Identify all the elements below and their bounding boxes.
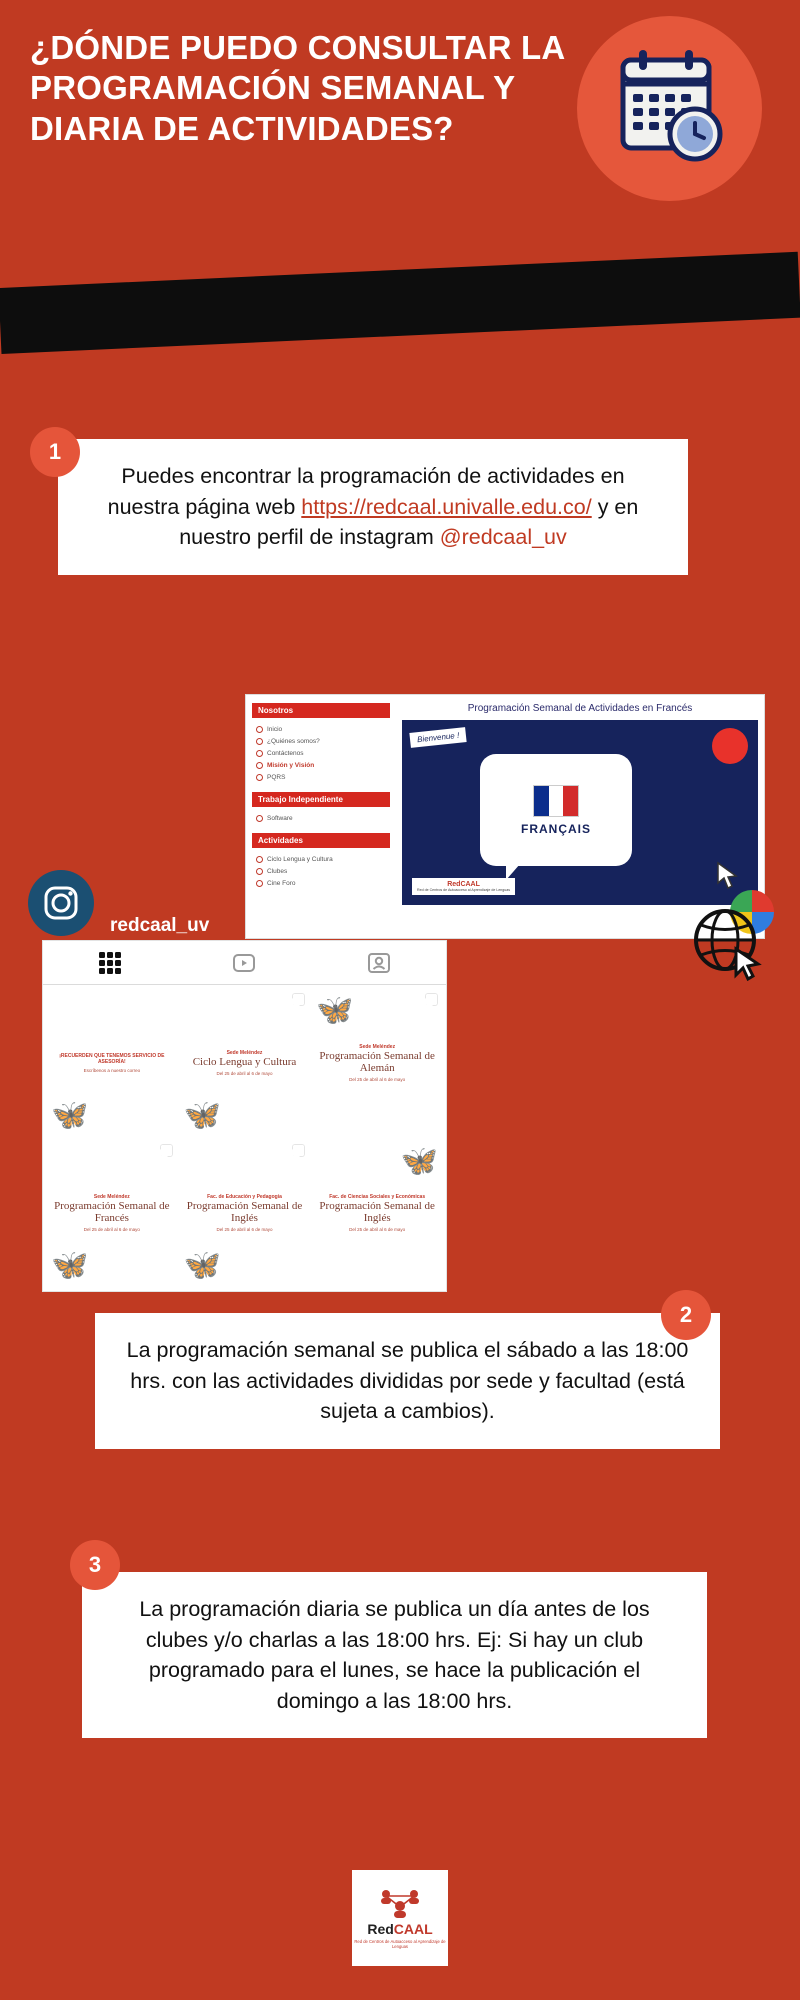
post-line2: Programación Semanal de Alemán	[319, 1049, 435, 1074]
ws-speech-bubble	[480, 754, 632, 866]
instagram-handle: redcaal_uv	[110, 915, 210, 936]
list-item[interactable]: 🦋 Sede Meléndez Programación Semanal de Francés Del 25 de abril al 6 de mayo	[47, 1140, 177, 1288]
ws-section-title-nosotros: Nosotros	[252, 703, 390, 718]
bullet-icon	[256, 774, 263, 781]
ws-nav-item[interactable]	[252, 877, 390, 889]
reels-icon	[232, 951, 256, 975]
ws-section-title-trabajo: Trabajo Independiente	[252, 792, 390, 807]
post-line2: Programación Semanal de Inglés	[186, 1200, 303, 1225]
ws-nav-label: Clubes	[267, 867, 288, 875]
ws-nav-item[interactable]	[252, 865, 390, 877]
post-line3: Del 25 de abril al 6 de mayo	[349, 1076, 406, 1082]
ws-redcaal-logo	[412, 878, 515, 895]
ws-nav-label: Cine Foro	[267, 879, 296, 887]
step-card-2: La programación semanal se publica el sábado a las 18:00 hrs. con las actividades divididas por sede y facultad (está sujeta a cambios).	[95, 1313, 720, 1449]
instagram-post-grid	[43, 985, 446, 1291]
bullet-icon	[256, 815, 263, 822]
ws-logo-subtitle: Red de Centros de Autoacceso al Aprendizaje de Lenguas	[417, 888, 511, 892]
post-line3: Del 25 de abril al 6 de mayo	[216, 1227, 273, 1233]
post-line1: ¡RECUERDEN QUE TENEMOS SERVICIO DE ASESORÍA!	[59, 1052, 165, 1065]
ws-nav-item[interactable]	[252, 853, 390, 865]
ws-nav-label: Ciclo Lengua y Cultura	[267, 855, 333, 863]
bullet-icon	[256, 726, 263, 733]
ws-nav-item[interactable]	[252, 723, 390, 735]
multi-post-icon	[161, 1145, 172, 1156]
post-line3: Del 25 de abril al 6 de mayo	[349, 1227, 406, 1233]
post-line1: Sede Meléndez	[226, 1049, 263, 1056]
ws-nav-item[interactable]	[252, 771, 390, 783]
post-line3: Del 25 de abril al 6 de mayo	[216, 1070, 273, 1076]
post-line1: Sede Meléndez	[93, 1194, 130, 1201]
ws-nav-item[interactable]	[252, 747, 390, 759]
list-item[interactable]: 🦋 Fac. de Ciencias Sociales y Económicas Programación Semanal de Inglés Del 25 de abril al 6 de mayo	[312, 1140, 442, 1288]
ws-nav-label: ¿Quiénes somos?	[267, 737, 320, 745]
bullet-icon	[256, 762, 263, 769]
footer-logo-text-2: CAAL	[393, 1920, 433, 1937]
tagged-icon	[367, 951, 391, 975]
decorative-circle	[712, 728, 748, 764]
bullet-icon	[256, 880, 263, 887]
step1-text-before: Puedes encontrar la programación de actividades en nuestra página web	[107, 464, 625, 519]
step-number-2: 2	[661, 1290, 711, 1340]
footer-logo-subtitle: Red de Centros de Autoacceso al Aprendizaje de Lenguas	[354, 1938, 446, 1949]
footer-logo-text-1: Red	[367, 1920, 394, 1937]
post-line1: Fac. de Ciencias Sociales y Económicas	[329, 1194, 426, 1201]
tab-grid[interactable]	[43, 950, 177, 976]
header	[0, 0, 800, 300]
website-main-panel	[396, 695, 764, 938]
list-item[interactable]: 🦋 Sede Meléndez Programación Semanal de Alemán Del 25 de abril al 6 de mayo	[312, 989, 442, 1137]
list-item[interactable]: 🦋 ¡RECUERDEN QUE TENEMOS SERVICIO DE ASESORÍA! Escríbenos a nuestro correo	[47, 989, 177, 1137]
tab-tagged[interactable]	[312, 951, 446, 975]
instagram-avatar	[28, 870, 94, 936]
ws-nav-item[interactable]	[252, 812, 390, 824]
cursor-icon	[716, 861, 742, 891]
list-item[interactable]: 🦋 Sede Meléndez Ciclo Lengua y Cultura Del 25 de abril al 6 de mayo	[180, 989, 310, 1137]
bullet-icon	[256, 738, 263, 745]
ws-welcome-tag: Bienvenue !	[409, 727, 467, 748]
ws-nav-label: PQRS	[267, 773, 286, 781]
post-line2: Programación Semanal de Inglés	[319, 1200, 435, 1225]
post-line1: Fac. de Educación y Pedagogía	[207, 1194, 282, 1201]
step-number-3: 3	[70, 1540, 120, 1590]
step-card-3: La programación diaria se publica un día antes de los clubes y/o charlas a las 18:00 hrs. Ej: Si hay un club programado para el lunes, se hace la publicación el domingo a las 18:00 hrs.	[82, 1572, 707, 1738]
ws-bubble-text: FRANÇAIS	[521, 821, 591, 836]
ws-logo-text: RedCAAL	[447, 881, 480, 888]
post-line2: Ciclo Lengua y Cultura	[192, 1055, 297, 1068]
post-line1: Sede Meléndez	[359, 1043, 396, 1050]
ws-nav-label: Misión y Visión	[267, 761, 315, 769]
tab-reels[interactable]	[177, 951, 311, 975]
instagram-screenshot[interactable]	[42, 940, 447, 1292]
footer-logo	[352, 1870, 448, 1966]
ws-nav-label: Inicio	[267, 725, 283, 733]
ws-section-title-actividades: Actividades	[252, 833, 390, 848]
website-link[interactable]: https://redcaal.univalle.edu.co/	[301, 494, 592, 519]
ws-nav-item[interactable]	[252, 735, 390, 747]
network-people-icon	[374, 1887, 426, 1921]
instagram-tabs	[43, 941, 446, 985]
calendar-clock-icon	[577, 16, 762, 201]
footer-logo-text	[367, 1921, 432, 1937]
list-item[interactable]: 🦋 Fac. de Educación y Pedagogía Programación Semanal de Inglés Del 25 de abril al 6 de mayo	[180, 1140, 310, 1288]
instagram-handle-link[interactable]: @redcaal_uv	[439, 525, 567, 550]
post-line2: Programación Semanal de Francés	[54, 1200, 170, 1225]
multi-post-icon	[293, 994, 304, 1005]
france-flag-icon	[533, 785, 579, 817]
ws-nav-label: Software	[267, 814, 293, 822]
website-screenshot[interactable]	[245, 694, 765, 939]
bullet-icon	[256, 856, 263, 863]
instagram-icon	[41, 883, 81, 923]
multi-post-icon	[293, 1145, 304, 1156]
step-card-1	[58, 439, 688, 575]
ws-nav-label: Contáctenos	[267, 749, 304, 757]
globe-icon	[690, 905, 768, 983]
post-line3: Del 25 de abril al 6 de mayo	[83, 1227, 140, 1233]
ws-main-title: Programación Semanal de Actividades en Francés	[467, 703, 693, 714]
bullet-icon	[256, 750, 263, 757]
website-sidebar	[246, 695, 396, 938]
bullet-icon	[256, 868, 263, 875]
step1-text-middle: y en nuestro perfil de instagram	[179, 494, 639, 550]
step-number-1: 1	[30, 427, 80, 477]
multi-post-icon	[426, 994, 437, 1005]
ws-slide	[402, 720, 758, 905]
page-title: ¿DÓNDE PUEDO CONSULTAR LA PROGRAMACIÓN SEMANAL Y DIARIA DE ACTIVIDADES?	[30, 29, 565, 147]
post-line3: Escríbenos a nuestro correo	[83, 1067, 141, 1073]
ws-nav-item[interactable]	[252, 759, 390, 771]
grid-icon	[97, 950, 123, 976]
